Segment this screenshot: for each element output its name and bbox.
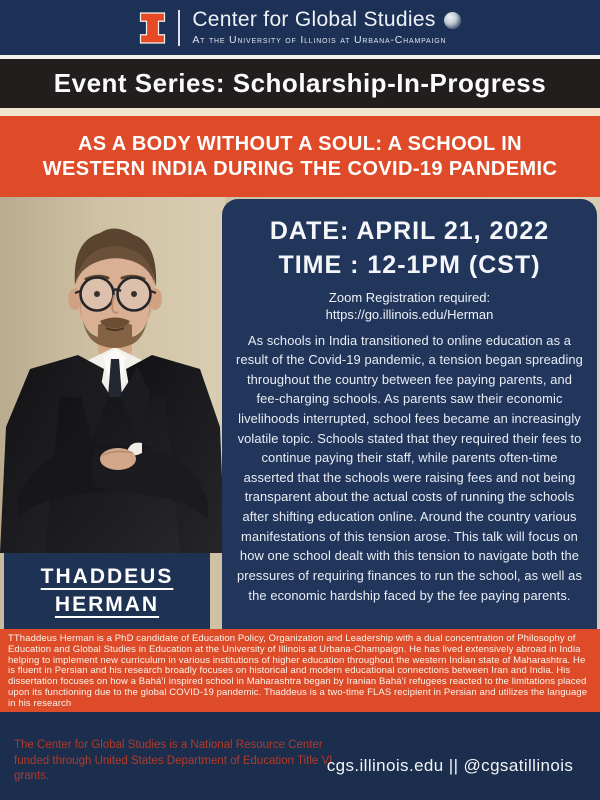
footer-contact-links[interactable]: cgs.illinois.edu || @cgsatillinois [326, 756, 574, 775]
speaker-photo [0, 197, 225, 553]
org-subtitle: At the University of Illinois at Urbana-Champaign [192, 33, 447, 46]
speaker-last-name: HERMAN [54, 593, 160, 616]
divider-strip-cream [0, 108, 600, 116]
org-title: Center for Global Studies [192, 8, 436, 32]
talk-title: AS A BODY WITHOUT A SOUL: A SCHOOL IN WESTERN INDIA DURING THE COVID-19 PANDEMIC [42, 133, 558, 180]
header-divider [178, 10, 180, 46]
speaker-first-name: THADDEUS [40, 565, 174, 588]
speaker-bio-text: TThaddeus Herman is a PhD candidate of Education Policy, Organization and Leadership with a dual concentration of Philosophy of Education and Global Studies in Education at the University of Illinois at Urbana-Champaign. He has lived extensively abroad in India helping to implement new curriculum in various institutions of higher education throughout the western Indian state of Maharashtra. He is fluent in Persian and his research broadly focuses on historical and modern educational connections between Iran and India. His dissertation focuses on how a Bahá'í inspired school in Maharashtra began by Iranian Bahá'í refugees reacted to the limitations placed upon its functioning due to the global COVID-19 pandemic. Thaddeus is a two-time FLAS recipient in Persian and utilizes the language in his research [8, 633, 588, 709]
talk-title-banner [0, 116, 600, 197]
zoom-registration-note: Zoom Registration required: [328, 289, 491, 305]
footer-bar [0, 712, 600, 800]
speaker-name-box [4, 553, 210, 629]
main-section [0, 197, 600, 629]
talk-time: TIME : 12-1PM (CST) [278, 250, 541, 279]
globe-icon [444, 12, 461, 29]
header-text [192, 9, 460, 45]
header-bar [0, 0, 600, 55]
talk-date: DATE: APRIL 21, 2022 [269, 217, 550, 245]
speaker-bio-band [0, 629, 600, 712]
funding-note: The Center for Global Studies is a National Resource Center funded through United States Department of Education Title VI grants. [14, 739, 333, 783]
talk-abstract: As schools in India transitioned to online education as a result of the Covid-19 pandemic, a tension began spreading throughout the country between fee paying parents, and fee-charging schools. As parents saw their economic livelihoods interrupted, school fees became an increasingly volatile topic. Schools stated that they required their fees to continue paying their staff, while parents often-time asserted that the schools were raising fees and not being transparent about the actual costs of running the schools after shifting education online. Around the country various manifestations of this tension arose. This talk will focus on how one school dealt with this tension to navigate both the pressures of requiring finances to run the school, as well as the economic hardship faced by the fee paying parents. [236, 332, 583, 603]
event-series-banner [0, 59, 600, 108]
event-series-label: Event Series: Scholarship-In-Progress [53, 68, 547, 98]
illinois-block-i-logo [139, 8, 166, 48]
zoom-registration-link[interactable]: https://go.illinois.edu/Herman [325, 307, 494, 323]
talk-details-panel [222, 199, 597, 629]
